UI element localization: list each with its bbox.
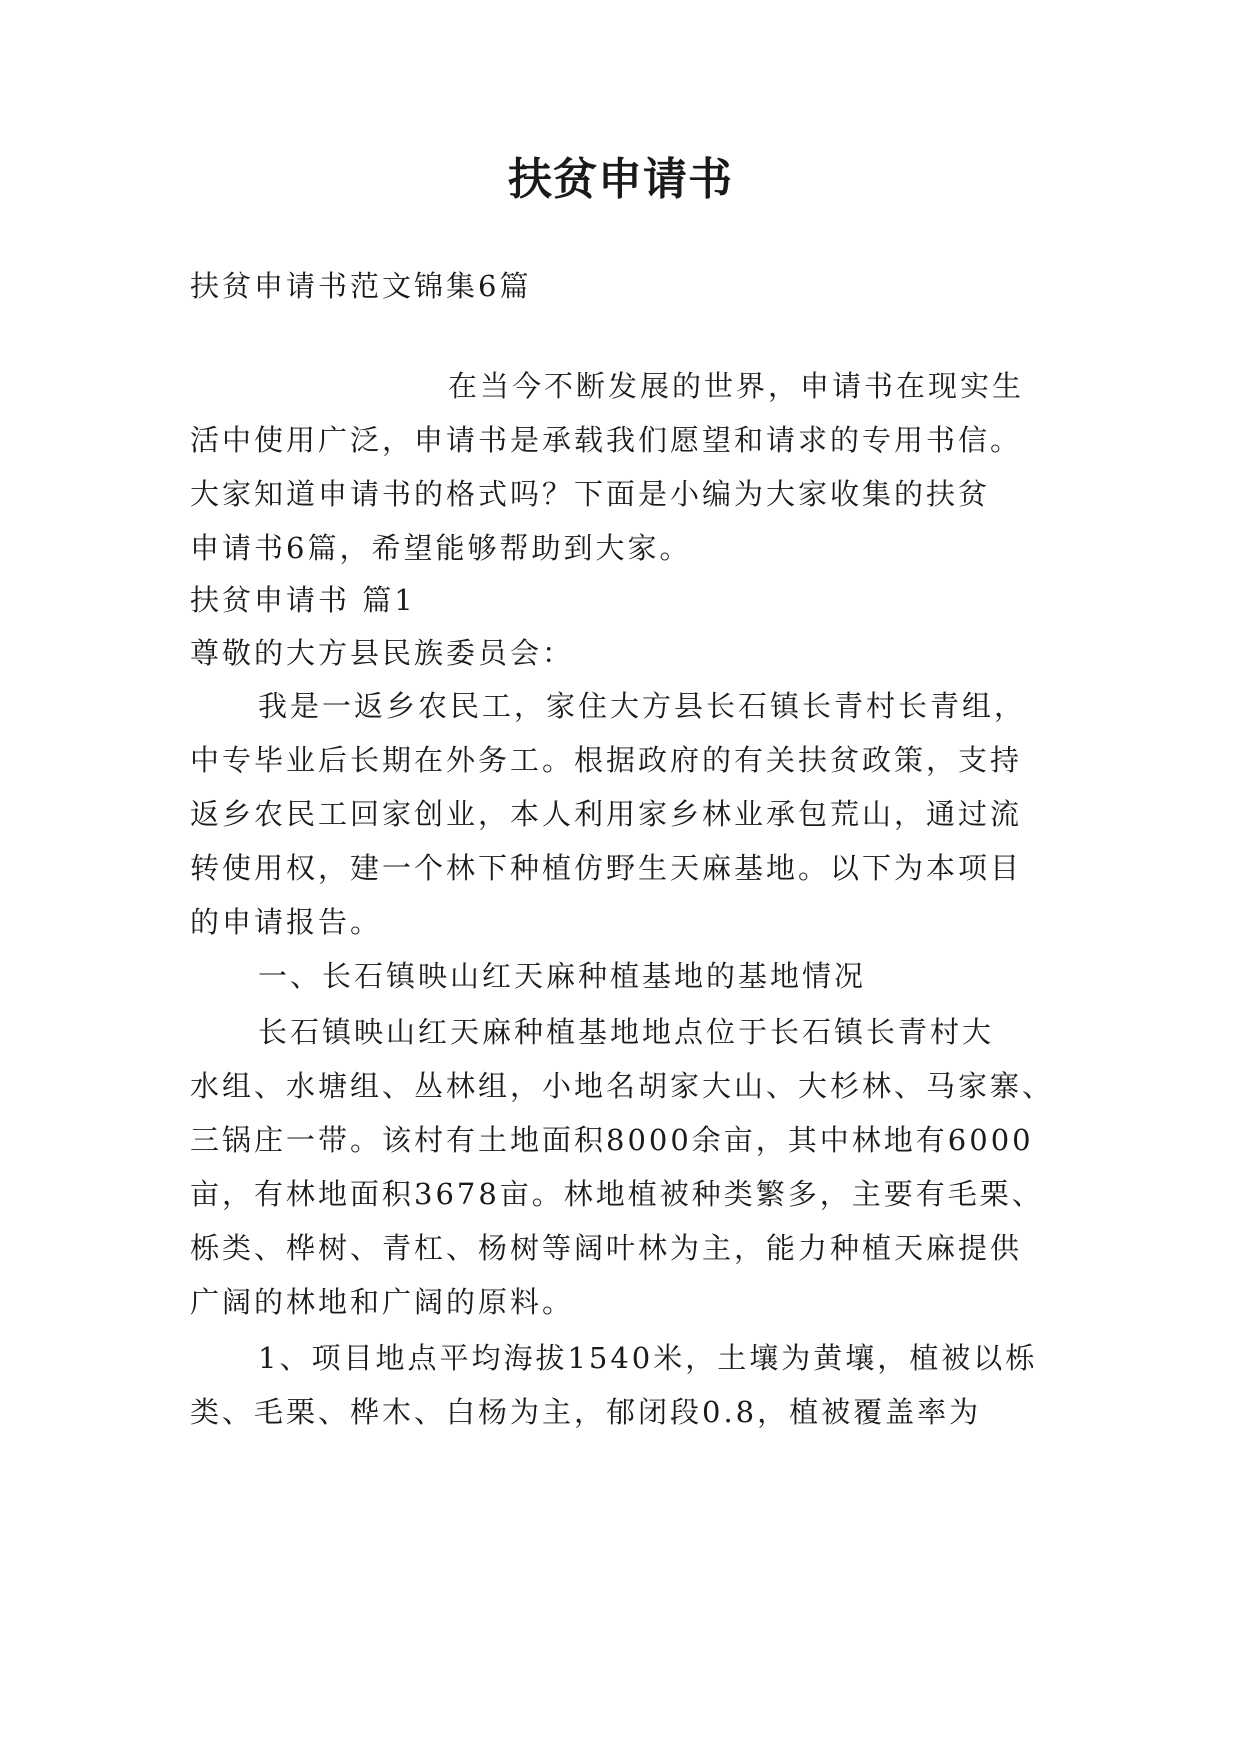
paragraph-line: 类、毛栗、桦木、白杨为主，郁闭段0.8，植被覆盖率为 (190, 1395, 982, 1429)
paragraph-line: 中专毕业后长期在外务工。根据政府的有关扶贫政策，支持 (190, 743, 1023, 777)
paragraph-line: 大家知道申请书的格式吗？下面是小编为大家收集的扶贫 (190, 477, 991, 511)
paragraph-line: 水组、水塘组、丛林组，小地名胡家大山、大杉林、马家寨、 (190, 1069, 1055, 1103)
paragraph-line: 长石镇映山红天麻种植基地地点位于长石镇长青村大 (258, 1015, 995, 1049)
paragraph-line: 的申请报告。 (190, 905, 383, 939)
document-title: 扶贫申请书 (508, 154, 733, 205)
paragraph-line: 1、项目地点平均海拔1540米，土壤为黄壤，植被以栎 (258, 1341, 1038, 1375)
paragraph-line: 活中使用广泛，申请书是承载我们愿望和请求的专用书信。 (190, 423, 1023, 457)
paragraph-line: 申请书6篇，希望能够帮助到大家。 (190, 531, 692, 565)
paragraph-line: 三锅庄一带。该村有土地面积8000余亩，其中林地有6000 (190, 1123, 1034, 1157)
paragraph-line: 转使用权，建一个林下种植仿野生天麻基地。以下为本项目 (190, 851, 1023, 885)
subsection-heading: 一、长石镇映山红天麻种植基地的基地情况 (258, 959, 867, 993)
paragraph-line: 我是一返乡农民工，家住大方县长石镇长青村长青组， (258, 689, 1027, 723)
paragraph-line: 栎类、桦树、青杠、杨树等阔叶林为主，能力种植天麻提供 (190, 1231, 1023, 1265)
paragraph-line: 在当今不断发展的世界，申请书在现实生 (448, 369, 1025, 403)
document-subtitle: 扶贫申请书范文锦集6篇 (190, 269, 532, 303)
paragraph-line: 广阔的林地和广阔的原料。 (190, 1285, 575, 1319)
paragraph-line: 亩，有林地面积3678亩。林地植被种类繁多，主要有毛栗、 (190, 1177, 1044, 1211)
section-heading: 扶贫申请书 篇1 (190, 583, 416, 617)
salutation: 尊敬的大方县民族委员会： (190, 636, 575, 670)
paragraph-line: 返乡农民工回家创业，本人利用家乡林业承包荒山，通过流 (190, 797, 1023, 831)
